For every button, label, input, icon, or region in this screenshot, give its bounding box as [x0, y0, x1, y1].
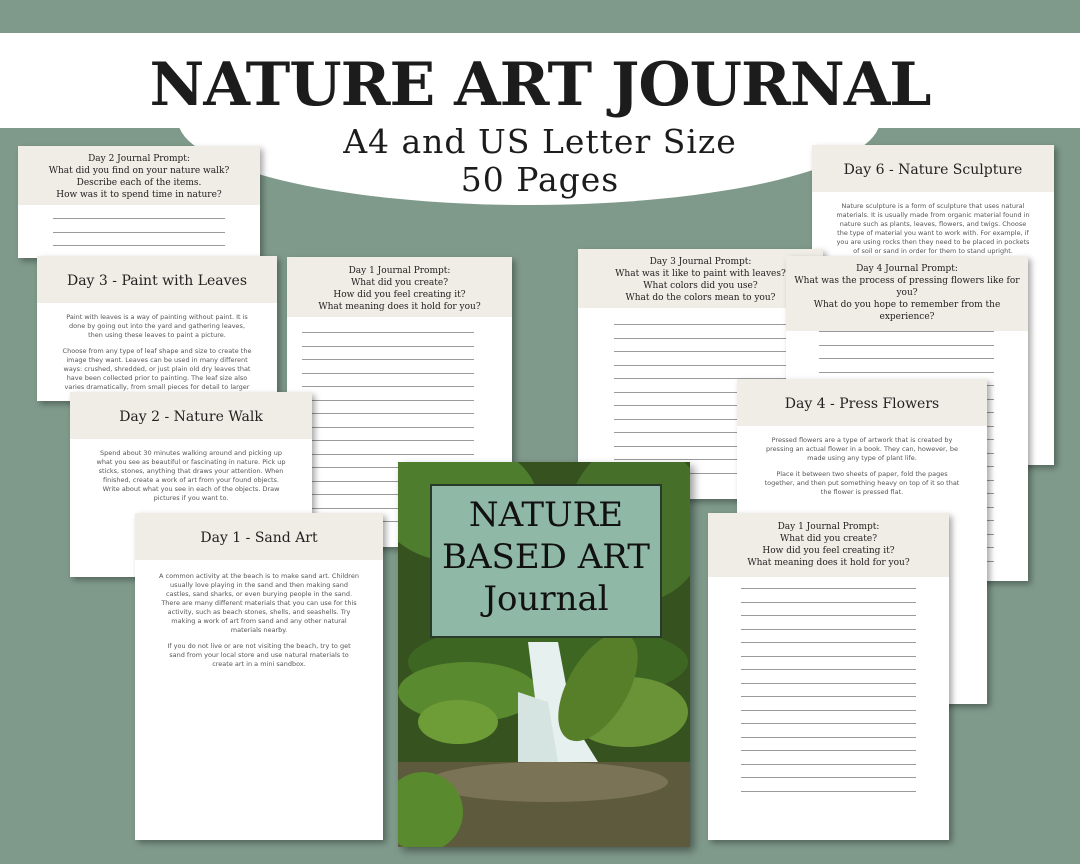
prompt-line: What was the process of pressing flowers like for you?: [794, 276, 1020, 298]
writing-lines: [741, 588, 916, 804]
prompt-line: What do the colors mean to you?: [625, 293, 776, 303]
prompt-line: What do you hope to remember from the experience?: [813, 300, 1001, 322]
prompt-line: How was it to spend time in nature?: [56, 190, 222, 200]
prompt-line: What meaning does it hold for you?: [318, 302, 481, 312]
page-text: Nature sculpture is a form of sculpture that uses natural materials. It is usually made from organic material found in nature such as plants, leaves, flowers, and twigs. Choose the type of material you want to work with. For example, if you are using rocks then they need to be placed in pockets of soil or sand in order for them to stand upright.: [836, 202, 1030, 255]
page-header: [287, 257, 512, 317]
prompt-line: What was it like to paint with leaves?: [615, 269, 786, 279]
subtitle-pages: 50 Pages: [460, 160, 620, 199]
page-text: Paint with leaves is a way of painting without paint. It is done by going out into the yard and gathering leaves, then using these leaves to paint a picture. Choose from any type of leaf shape and size to create the image they want. Leaves can be used in many different ways: crushed, shredded, or just plain old dry leaves that have been collected prior to painting. The leaf size also varies dramatically, from small pieces for detail to larger: [62, 313, 252, 391]
page-header: Day 6 - Nature Sculpture: [812, 145, 1054, 192]
prompt-label: Day 1 Journal Prompt:: [777, 522, 880, 532]
cover-title-line: Journal: [483, 579, 609, 619]
page-header: [708, 513, 949, 577]
page-text: Pressed flowers are a type of artwork that is created by pressing an actual flower in a book. They can, however, be made using any type of plant life. Place it between two sheets of paper, fold the pages together, and then put something heavy on top of it so that the flower is pressed flat.: [764, 436, 960, 496]
page-text: Spend about 30 minutes walking around and picking up what you see as beautiful or fascinating in nature. Pick up sticks, stones, anything that draws your attention. When finished, create a work of art from your found objects. Write about what you see in each of the objects. Draw pictures if you want to.: [96, 449, 286, 502]
prompt-label: Day 1 Journal Prompt:: [348, 266, 451, 276]
page-day2-prompt: [18, 146, 260, 258]
page-day3: [37, 256, 277, 401]
prompt-line: How did you feel creating it?: [762, 546, 895, 556]
page-header: Day 2 - Nature Walk: [70, 392, 312, 439]
cover-title-line: NATURE: [468, 495, 624, 535]
writing-lines: [53, 218, 225, 258]
prompt-line: What meaning does it hold for you?: [747, 558, 910, 568]
page-header: Day 3 - Paint with Leaves: [37, 256, 277, 303]
journal-cover: [398, 462, 690, 847]
page-title: NATURE ART JOURNAL: [149, 50, 931, 120]
page-day1-prompt-right: [708, 513, 949, 840]
page-header: [18, 146, 260, 205]
page-day1: [135, 513, 383, 840]
prompt-label: Day 2 Journal Prompt:: [88, 154, 190, 164]
cover-title-box: [430, 484, 662, 638]
cover-title-line: BASED ART: [442, 537, 650, 577]
page-header: Day 4 - Press Flowers: [737, 379, 987, 426]
prompt-line: What did you find on your nature walk?: [48, 166, 230, 176]
subtitle-size: A4 and US Letter Size: [343, 122, 737, 161]
prompt-line: Describe each of the items.: [76, 178, 202, 188]
page-text: A common activity at the beach is to make sand art. Children usually love playing in the sand and then making sand castles, sand sharks, or even burying people in the sand. There are many different materials that you can use for this activity, such as beach stones, shells, and seashells. Try making a work of art from sand and any other natural materials nearby. If you do not live or are not visiting the beach, try to get sand from your local store and use natural materials to create art in a mini sandbox.: [159, 572, 359, 668]
prompt-line: What did you create?: [350, 278, 449, 288]
prompt-line: What colors did you use?: [643, 281, 758, 291]
prompt-label: Day 3 Journal Prompt:: [649, 257, 752, 267]
prompt-label: Day 4 Journal Prompt:: [856, 264, 958, 274]
prompt-line: What did you create?: [779, 534, 878, 544]
prompt-line: How did you feel creating it?: [333, 290, 466, 300]
page-header: Day 1 - Sand Art: [135, 513, 383, 560]
page-header: [786, 256, 1028, 331]
